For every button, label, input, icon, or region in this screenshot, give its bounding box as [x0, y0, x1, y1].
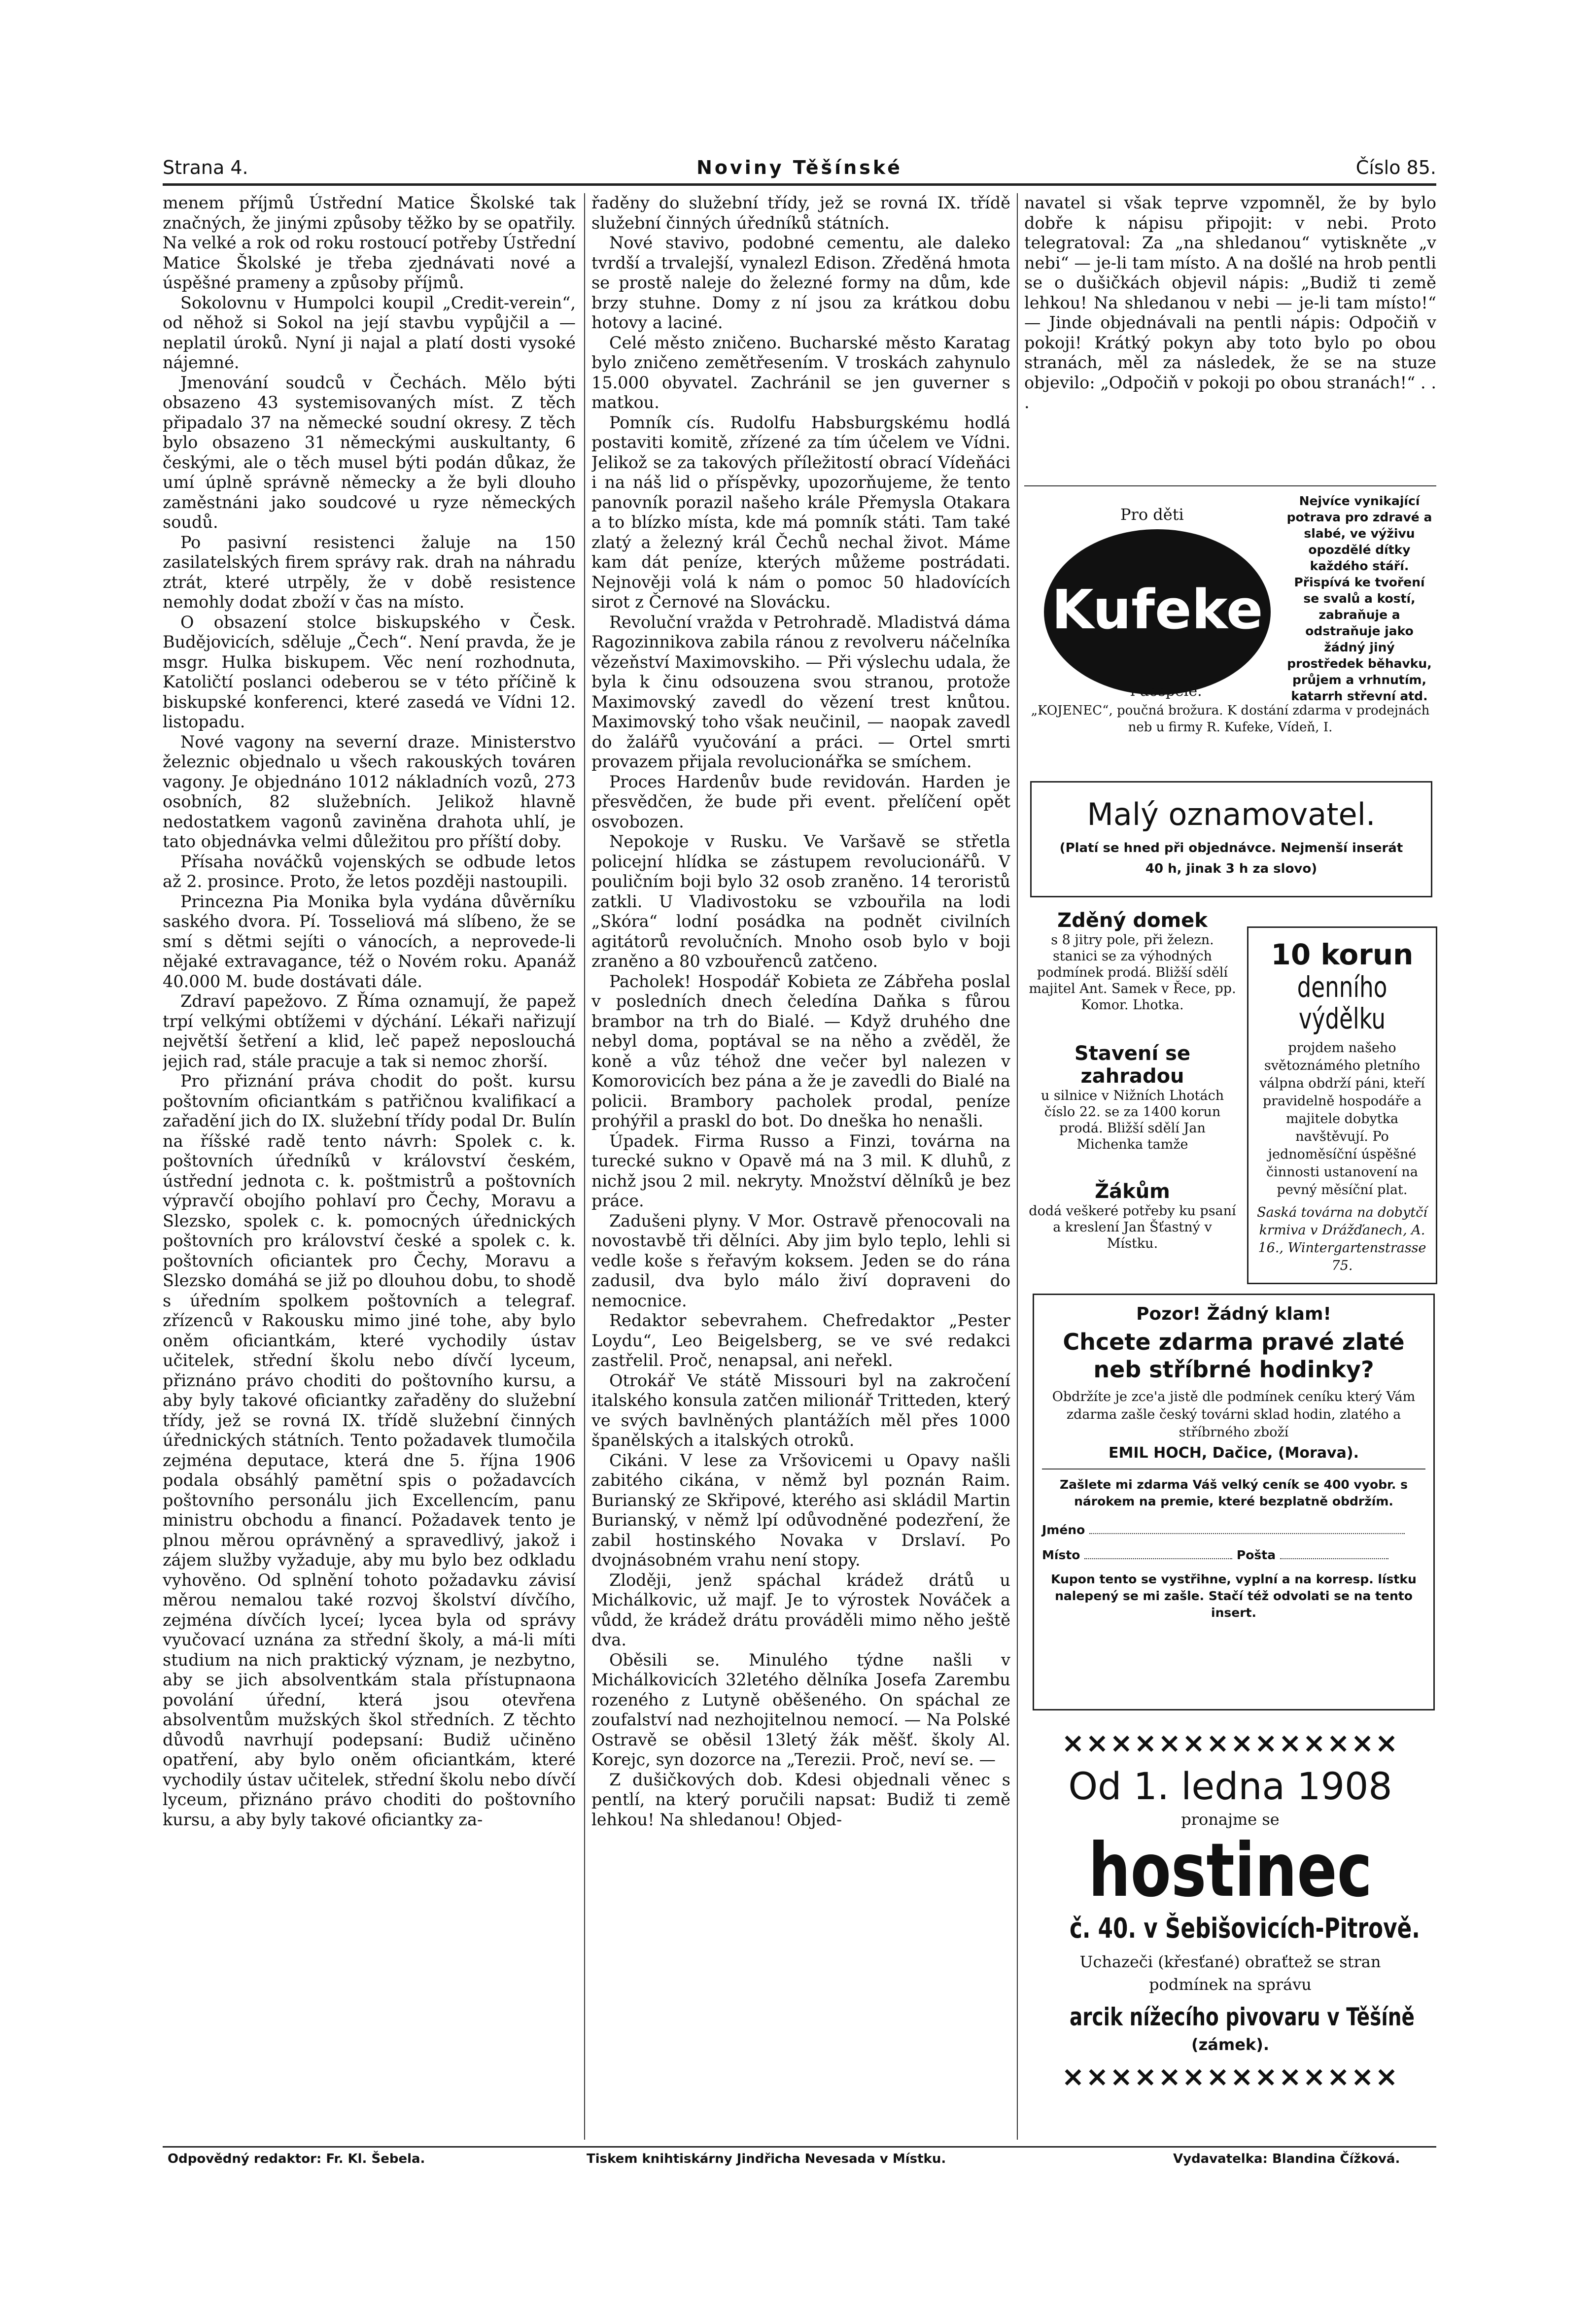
footer-publisher: Vydavatelka: Blandina Čížková. [1173, 2152, 1400, 2166]
pupils-ad-text: dodá veškeré potřeby ku psaní a kreslení Jan Šťastný v Místku. [1029, 1203, 1236, 1251]
inn-ad [1024, 1727, 1436, 2093]
article-paragraph: Cikáni. V lese za Vršovicemi u Opavy našli zabitého cikána, v němž byl poznán Raim. Burianský ze Skřipové, kterého asi skládil Martin Burianský, v němž lpí odůvodněné podezření, že zabil hostinského Novaka v Drslaví. Po dvojnásobném vrahu není stopy. [591, 1450, 1010, 1570]
article-paragraph: Pro přiznání práva chodit do pošt. kursu poštovním oficiantkám s patřičnou kvalifikací a zařadění jich do IX. služební třídy podal Dr. Bulín na říšské radě tento návrh: Spolek c. k. poštovních úředníků v království českém, ústřední jednota c. k. poštmistrů a poštovních výpravčí obojího pohlaví pro Čechy, Moravu a Slezsko, spolek c. k. pomocných úřednických poštovních pro království české a spolek c. k. poštovních oficiantek pro Čechy, Moravu a Slezsko domáhá se již po dlouhou dobu, to shodě s úředním spolkem poštovních a telegraf. zřízenců v Rakousku mimo jiné tohe, aby bylo oněm oficiantkám, které vychodily ústav učitelek, střední školu nebo dívčí lyceum, přiznáno právo choditi do poštovního kursu, a aby byly takové oficiantky zařaděny do služební třídy, jež se rovná IX. třídě služební činných úřednických státních. Tento požadavek tlumočila zejména deputace, která dne 5. října 1906 podala obsáhlý pamětní spis o požadavcích poštovního personálu jich Excellencím, panu ministru obchodu a financí. Požadavek tento je plnou měrou oprávněný a spravedlivý, jakož i zájem služby vyžaduje, aby mu bylo bez odkladu vyhověno. Od splnění tohoto požadavku závisí měrou nemalou také rozvoj školství dívčího, zejména dívčích lyceí; lycea byla od správy vyučovací uznána za střední školy, a má-li míti studium na nich praktický význam, je nezbytno, aby se jich absolventkám stala přístupnaona povolání úřední, která jsou otevřena absolventům mužských škol středních. Z těchto důvodů navrhují podepsaní: Budiž učiněno opatření, aby bylo oněm oficiantkám, které vychodily ústav učitelek, střední školu nebo dívčí lyceum, přiznáno právo choditi do poštovního kursu, a aby byly takové oficiantky za- [163, 1071, 576, 1829]
ad-rule [1024, 485, 1436, 486]
pupils-ad-title: Žákům [1095, 1180, 1170, 1203]
article-paragraph: Zadušeni plyny. V Mor. Ostravě přenocovali na novostavbě tři dělníci. Aby jim bylo teplo, lehli si vedle koše s řeřavým koksem. Jeden se do rána zadusil, dva bylo málo živí dopraveni do nemocnice. [591, 1211, 1010, 1310]
kufeke-description: Nejvíce vynikající potrava pro zdravé a slabé, ve výživu opozdělé dítky každého stáří. Přispívá ke tvoření se svalů a kostí, zabraňuje a odstraňuje jako žádný jiný prostředek běhavku, průjem a vrhnutím, katarrh střevní atd. [1286, 494, 1432, 703]
article-paragraph: Po pasivní resistenci žaluje na 150 zasilatelských firem správy rak. drah na náhradu ztrát, které utrpěly, že v době resistence nemohly dodat zboží v čas na místo. [163, 532, 576, 612]
watch-ad-text: Obdržíte je zce'a jistě dle podmínek ceníku který Vám zdarma zašle český továrni sklad hodin, zlatého a stříbrného zboží [1052, 1389, 1416, 1440]
article-paragraph: Otrokář Ve státě Missouri byl na zakročení italského konsula zatčen milionář Tritteden, který ve svých bavlněných plantážích měl přes 1000 španělských a italských otroků. [591, 1370, 1010, 1450]
watch-ad-headline: Chcete zdarma pravé zlaté neb stříbrné hodinky? [1063, 1329, 1405, 1383]
article-paragraph: Pomník cís. Rudolfu Habsburgskému hodlá postaviti komitě, zřízené za tím účelem ve Vídni. Jelikož se za takových příležitostí obrací Vídeňáci i na náš lid o příspěvky, upozorňujeme, že tento panovník porazil našeho krále Přemysla Otakara a to blízko místa, kde má pomník státi. Tam také zlatý a železný král Čechů nechal život. Máme kam dát peníze, kterých můžeme postrádati. Nejnověji volá k nám o pomoc 50 hladovících sirot z Černové na Slovácku. [591, 412, 1010, 612]
article-paragraph: Z dušičkových dob. Kdesi objednali věnec s pentlí, na který poručili napsat: Budiž ti země lehkou! Na shledanou! Objed- [591, 1770, 1010, 1829]
house-ad [1028, 909, 1237, 1013]
column-3 [1024, 193, 1436, 479]
cross-border: ×××××××××××××× [1061, 2061, 1399, 2093]
inn-ad-brewery: arcik nížecího pivovaru v Těšíně [1069, 2003, 1415, 2031]
footer-editor: Odpovědný redaktor: Fr. Kl. Šebela. [168, 2152, 425, 2166]
issue-number: Číslo 85. [1355, 157, 1436, 178]
inn-ad-lease: pronajme se [1181, 1810, 1280, 1829]
classifieds-terms [1032, 838, 1431, 879]
classifieds-terms-line: 40 h, jinak 3 h za slovo) [1145, 861, 1318, 876]
article-paragraph: Nepokoje v Rusku. Ve Varšavě se střetla policejní hlídka se zástupem revolucionářů. V pouličním boji bylo 32 osob zraněno. 14 teroristů zatkli. U Vladivostoku se vzbouřila na lodi „Skóra“ lodní posádka na podnět civilních agitátorů revolučních. Mnoho osob bylo v boji zraněno a 80 vzbouřenců zatčeno. [591, 832, 1010, 971]
inn-ad-zamek: (zámek). [1191, 2035, 1269, 2054]
coupon-place-line [1084, 1558, 1232, 1559]
coupon-name-label: Jméno [1042, 1523, 1085, 1537]
article-paragraph: Zdraví papežovo. Z Říma oznamují, že papež trpí velkými obtížemi v dýchání. Lékaři nařizují největší šetření a klid, leč papež neposlouchá jejich rad, stále pracuje a tak si nemoc zhorší. [163, 991, 576, 1071]
inn-ad-address: č. 40. v Šebišovicích-Pitrově. [1069, 1913, 1420, 1945]
feed-ad-text: projdem našeho světoznámého pletního válpna obdrží páni, kteří pravidelně hospodáře a majitele dobytka navštěvují. Po jednoměsíční úspěšné činnosti ustanovení na pevný měsíční plat. [1259, 1040, 1425, 1197]
house-ad-title: Zděný domek [1057, 909, 1208, 932]
article-paragraph: Jmenování soudců v Čechách. Mělo býti obsazeno 43 systemisovaných míst. Z těch připadalo 37 na německé soudní okresy. Z těch bylo obsazeno 31 německými auskultanty, 6 českými, ale o těch musel býti podán důkaz, že umí úplně správně německy a že byli dlouho zaměstnáni jako soudcové u ryze německých soudů. [163, 373, 576, 532]
article-paragraph: Zloději, jenž spáchal krádež drátů u Michálkovic, už majf. Je to výrostek Nováček a vůdd, že krádež drátu prováděli mimo něho ještě dva. [591, 1570, 1010, 1649]
article-paragraph: Revoluční vražda v Petrohradě. Mladistvá dáma Ragozinnikova zabila ránou z revolveru náčelníka vězeňství Maximovskiho. — Při výslechu udala, že byla k činu odsouzena svou stranou, protože Maximovský zavedl do vězení trest knůtou. Maximovský toho však neučinil, — naopak zavedl do žalářů vyučování a práci. — Ortel smrti provazem přijala revolucionářka se smíchem. [591, 612, 1010, 771]
classifieds-terms-line: (Platí se hned při objednávce. Nejmenší inserát [1059, 841, 1403, 855]
kufeke-for-adults: i dospělé. [1130, 683, 1202, 700]
article-paragraph: menem příjmů Ústřední Matice Školské tak značných, že jinými způsoby těžko by se opatřily. Na velké a rok od roku rostoucí potřeby Ústřední Matice Školské je třeba zjednávati nové a úspěšné prameny a způsoby příjmů. [163, 193, 576, 292]
inn-ad-text: Uchazeči (křesťané) obraťtež se stran podmínek na správu [1079, 1952, 1381, 1994]
coupon-name-line [1089, 1533, 1405, 1534]
column-1 [163, 193, 576, 2140]
kufeke-brand: Kufeke [1051, 578, 1263, 641]
feed-ad-company: Saská továrna na dobytčí krmiva v Drážďanech, A. 16., Wintergartenstrasse 75. [1257, 1205, 1427, 1273]
classifieds-title: Malý oznamovatel. [1087, 796, 1376, 832]
article-paragraph: Proces Hardenův bude revidován. Harden je přesvědčen, že bude při event. přelíčení opět osvobozen. [591, 772, 1010, 831]
building-ad-title: Stavení se zahradou [1074, 1042, 1191, 1088]
pupils-ad [1028, 1180, 1237, 1252]
building-ad-text: u silnice v Nižních Lhotách číslo 22. se za 1400 korun prodá. Bližší sdělí Jan Michenka tamže [1040, 1088, 1224, 1152]
article-paragraph: Pacholek! Hospodář Kobieta ze Zábřeha poslal v posledních dnech čeledína Daňka s fůrou brambor na trh do Bialé. — Když druhého dne nebyl doma, poptával se na něho a zvěděl, že koně a vůz téhož dne večer byl nalezen v Komorovicích bez pána a že je zavedli do Bialé na policii. Brambory pacholek prodal, peníze prohýřil a praskl do bot. Do dneška ho nenašli. [591, 971, 1010, 1130]
coupon-post-line [1280, 1558, 1388, 1559]
coupon-name-field [1042, 1523, 1425, 1537]
footer-print: Tiskem knihtiskárny Jindřicha Nevesada v Místku. [587, 2152, 946, 2166]
coupon-text: Zašlete mi zdarma Váš velký ceník se 400 vyobr. s nárokem na premie, které bezplatně obdržím. [1060, 1477, 1408, 1508]
inn-ad-title: hostinec [1088, 1828, 1372, 1914]
article-paragraph: navatel si však teprve vzpomněl, že by bylo dobře k nápisu připojit: v nebi. Proto telegratoval: Za „na shledanou“ vytiskněte „v nebi“ — je-li tam místo. A na došlé na hrob pentli se o dušičkách objevil nápis: „Budiž ti země lehkou! Na shledanou v nebi — je-li tam místo!“ — Jinde objednávali na pentli nápis: Odpočiň v pokoji! Krátký pokyn aby toto bylo po obou stranách, měl za následek, že se na stuze objevilo: „Odpočiň v pokoji po obou stranách!“ . . . [1024, 193, 1436, 412]
classifieds-header [1030, 781, 1432, 897]
coupon-place-label: Místo [1042, 1548, 1080, 1562]
header-rule [163, 183, 1436, 186]
feed-ad-headline: denního výdělku [1297, 970, 1387, 1035]
article-paragraph: Princezna Pia Monika byla vydána důvěrníku saského dvora. Pí. Tosseliová má slíbeno, že se smí s dětmi sejíti o vánocích, a neprovede-li nějaké extravagance, též o Novém roku. Apanáž 40.000 M. bude dostávati dále. [163, 891, 576, 991]
footer-rule [163, 2146, 1436, 2148]
article-paragraph: Oběsili se. Minulého týdne našli v Michálkovicích 32letého dělníka Josefa Zarembu rozeného z Lutyně oběšeného. On spáchal ze zoufalství nad nezhojitelnou nemocí. — Na Polské Ostravě se oběsil 13letý žák měšť. školy Al. Korejc, syn dozorce na „Terezii. Proč, neví se. — [591, 1650, 1010, 1769]
coupon-post-label: Pošta [1236, 1548, 1276, 1562]
coupon-place-field [1042, 1548, 1425, 1562]
column-divider [584, 193, 585, 2140]
coupon-note: Kupon tento se vystřihne, vyplní a na korresp. lístku nalepený se mi zašle. Stačí též odvolati se na tento insert. [1051, 1572, 1417, 1620]
watch-ad-firm: EMIL HOCH, Dačice, (Morava). [1109, 1444, 1359, 1462]
article-paragraph: Nové vagony na severní draze. Ministerstvo železnic objednalo u všech rakouských továren vagony. Je objednáno 1012 nákladních vozů, 273 osobních, 82 služebních. Jelikož hlavně nedostatkem vagonů zaviněna drahota uhlí, je tato objednávka velmi důležitou pro příští doby. [163, 732, 576, 851]
watch-ad-warning: Pozor! Žádný klam! [1136, 1304, 1331, 1324]
house-ad-text: s 8 jitry pole, při železn. stanici se za výhodných podmínek prodá. Bližší sdělí majitel Ant. Samek v Řece, pp. Komor. Lhotka. [1029, 932, 1236, 1013]
feed-company-ad [1247, 926, 1437, 1284]
inn-ad-date: Od 1. ledna 1908 [1068, 1764, 1392, 1808]
article-paragraph: O obsazení stolce biskupského v Česk. Budějovicích, sděluje „Čech“. Není pravda, že je msgr. Hulka biskupem. Věc není rozhodnuta, Katoličtí poslanci odeberou se v této příčině k biskupské konferenci, které zasedá ve Vídni 12. listopadu. [163, 612, 576, 731]
article-paragraph: Redaktor sebevrahem. Chefredaktor „Pester Loydu“, Leo Beigelsberg, se ve své redakci zastřelil. Proč, nenapsal, ani neřekl. [591, 1311, 1010, 1370]
article-paragraph: Úpadek. Firma Russo a Finzi, továrna na turecké sukno v Opavě má na 3 mil. K dluhů, z nichž jsou 2 mil. nekryty. Množství dělníků je bez práce. [591, 1131, 1010, 1210]
column-divider [1017, 193, 1018, 2140]
kufeke-ad [1024, 485, 1436, 752]
article-paragraph: řaděny do služební třídy, jež se rovná IX. třídě služební činných úředníků státních. [591, 193, 1010, 233]
column-2 [591, 193, 1010, 2140]
page-header [163, 157, 1436, 178]
watch-ad [1033, 1294, 1435, 1710]
feed-ad-amount: 10 korun [1271, 938, 1414, 971]
building-ad [1028, 1042, 1237, 1153]
kufeke-for-children: Pro děti [1120, 505, 1184, 524]
newspaper-title: Noviny Těšínské [696, 157, 902, 178]
cross-border: ×××××××××××××× [1061, 1727, 1399, 1759]
page-number: Strana 4. [163, 157, 248, 178]
kufeke-brochure: „KOJENEC“, poučná brožura. K dostání zdarma v prodejnách neb u firmy R. Kufeke, Vídeň, I. [1031, 703, 1430, 735]
article-paragraph: Sokolovnu v Humpolci koupil „Credit-verein“, od něhož si Sokol na její stavbu vypůjčil a — neplatil úroků. Nyní ji najal a platí dosti vysoké nájemné. [163, 293, 576, 372]
article-paragraph: Nové stavivo, podobné cementu, ale daleko tvrdší a trvalejší, vynalezl Edison. Zředěná hmota se prostě naleje do železné formy na dům, kde brzy stuhne. Domy z ní jsou za krátkou dobu hotovy a laciné. [591, 233, 1010, 332]
article-paragraph: Přísaha nováčků vojenských se odbude letos až 2. prosince. Proto, že letos později nastoupili. [163, 852, 576, 891]
article-paragraph: Celé město zničeno. Bucharské město Karatag bylo zničeno zemětřesením. V troskách zahynulo 15.000 obyvatel. Zachránil se jen guverner s matkou. [591, 333, 1010, 412]
coupon-rule [1042, 1469, 1425, 1470]
kufeke-logo-icon [1041, 527, 1273, 697]
